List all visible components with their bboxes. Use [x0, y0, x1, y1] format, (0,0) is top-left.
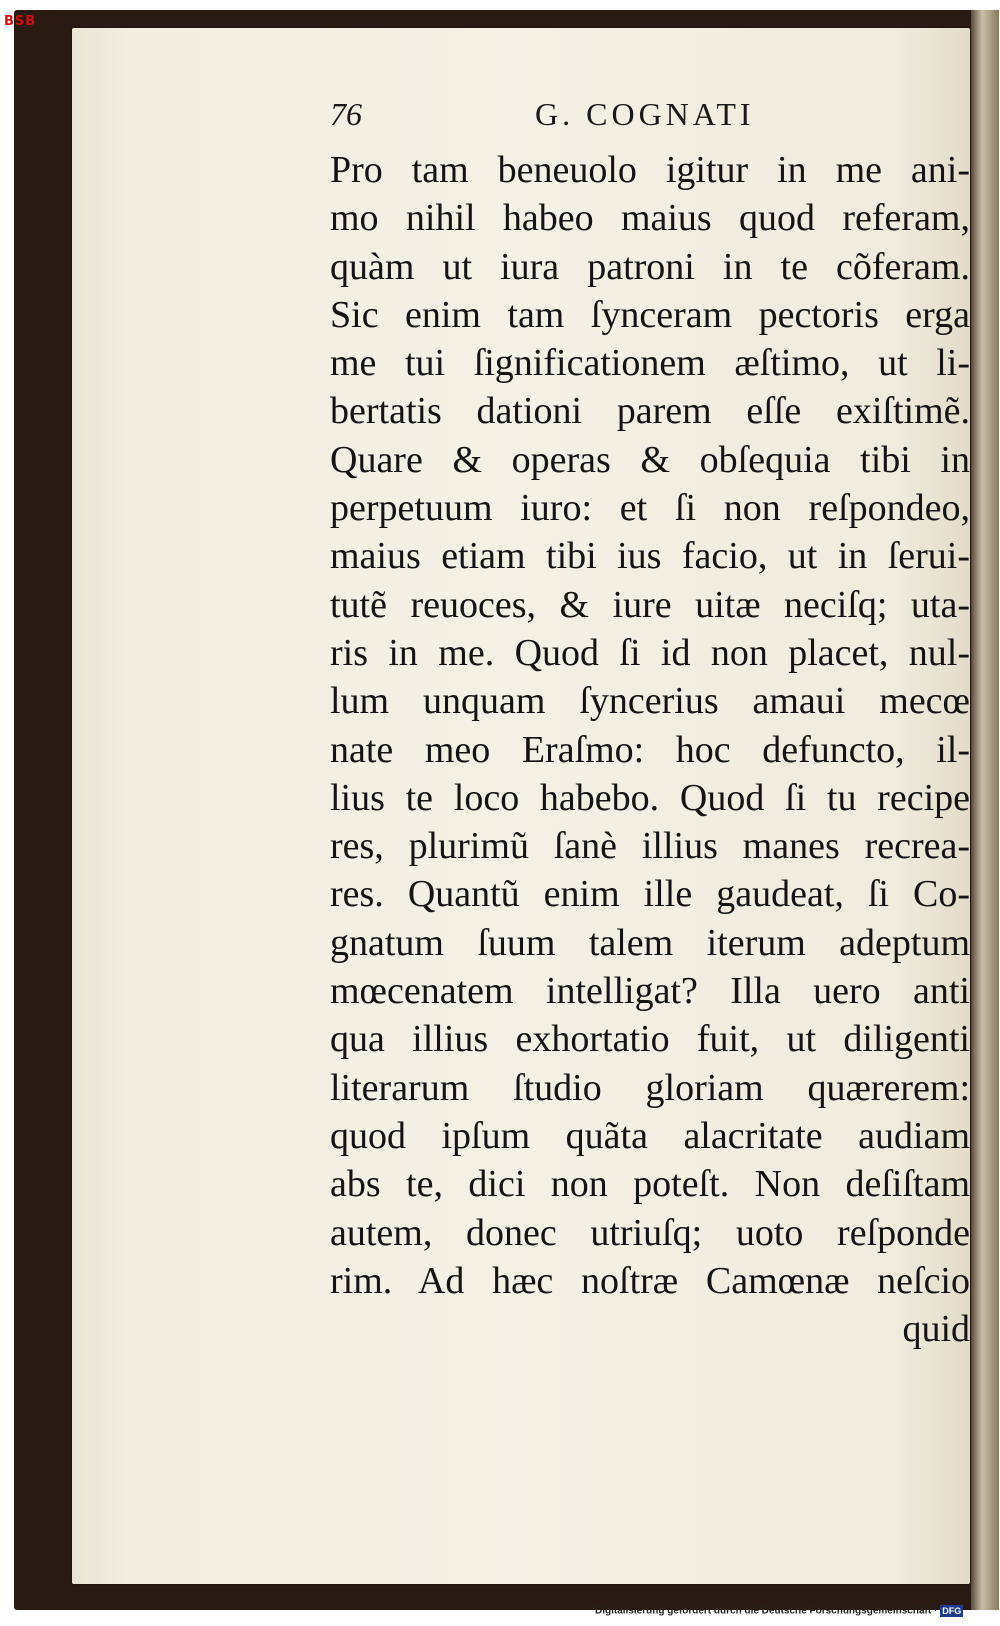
library-mark: BSB	[4, 14, 37, 29]
text-line: rim. Ad hæc noſtræ Camœnæ neſcio	[330, 1259, 970, 1302]
text-line: tutẽ reuoces, & iure uitæ neciſq; uta-	[330, 583, 970, 626]
dfg-logo: DFG	[942, 1606, 962, 1616]
text-line: Quare & operas & obſequia tibi in	[330, 438, 970, 481]
page-number: 76	[330, 96, 362, 132]
text-line: maius etiam tibi ius facio, ut in ſerui-	[330, 535, 970, 578]
text-line: res. Quantũ enim ille gaudeat, ſi Co-	[330, 873, 970, 916]
text-line: mo nihil habeo maius quod referam,	[330, 197, 970, 240]
text-line: lius te loco habebo. Quod ſi tu recipe	[330, 776, 970, 819]
text-line: quàm ut iura patroni in te cõferam.	[330, 245, 970, 288]
text-line: nate meo Eraſmo: hoc defuncto, il-	[330, 728, 970, 771]
text-line: Sic enim tam ſynceram pectoris erga	[330, 293, 970, 336]
page-edges	[971, 10, 999, 1610]
text-line: Pro tam beneuolo igitur in me ani-	[330, 149, 970, 191]
text-line: mœcenatem intelligat? Illa uero anti	[330, 970, 970, 1013]
funding-footer	[595, 1605, 963, 1617]
running-title: G. COGNATI	[535, 96, 755, 132]
text-line: qua illius exhortatio fuit, ut diligenti	[330, 1018, 970, 1061]
catchword: quid	[902, 1308, 970, 1351]
text-line: perpetuum iuro: et ſi non reſpondeo,	[330, 487, 970, 530]
text-line: me tui ſignificationem æſtimo, ut li-	[330, 342, 970, 385]
running-head	[330, 90, 810, 140]
text-line: quod ipſum quãta alacritate audiam	[330, 1114, 970, 1157]
text-line: bertatis dationi parem eſſe exiſtimẽ.	[330, 390, 970, 433]
funding-text: Digitalisierung gefördert durch die Deutsche Forschungsgemeinschaft ·	[595, 1605, 938, 1617]
text-line: gnatum ſuum talem iterum adeptum	[330, 921, 970, 964]
text-line: res, plurimũ ſanè illius manes recrea-	[330, 825, 970, 868]
text-line: autem, donec utriuſq; uoto reſponde	[330, 1211, 970, 1254]
text-line: literarum ſtudio gloriam quærerem:	[330, 1066, 970, 1109]
body-text	[330, 146, 970, 1353]
text-line: abs te, dici non poteſt. Non deſiſtam	[330, 1163, 970, 1206]
text-line: lum unquam ſyncerius amaui mecœ	[330, 680, 970, 723]
text-line: ris in me. Quod ſi id non placet, nul-	[330, 631, 970, 674]
